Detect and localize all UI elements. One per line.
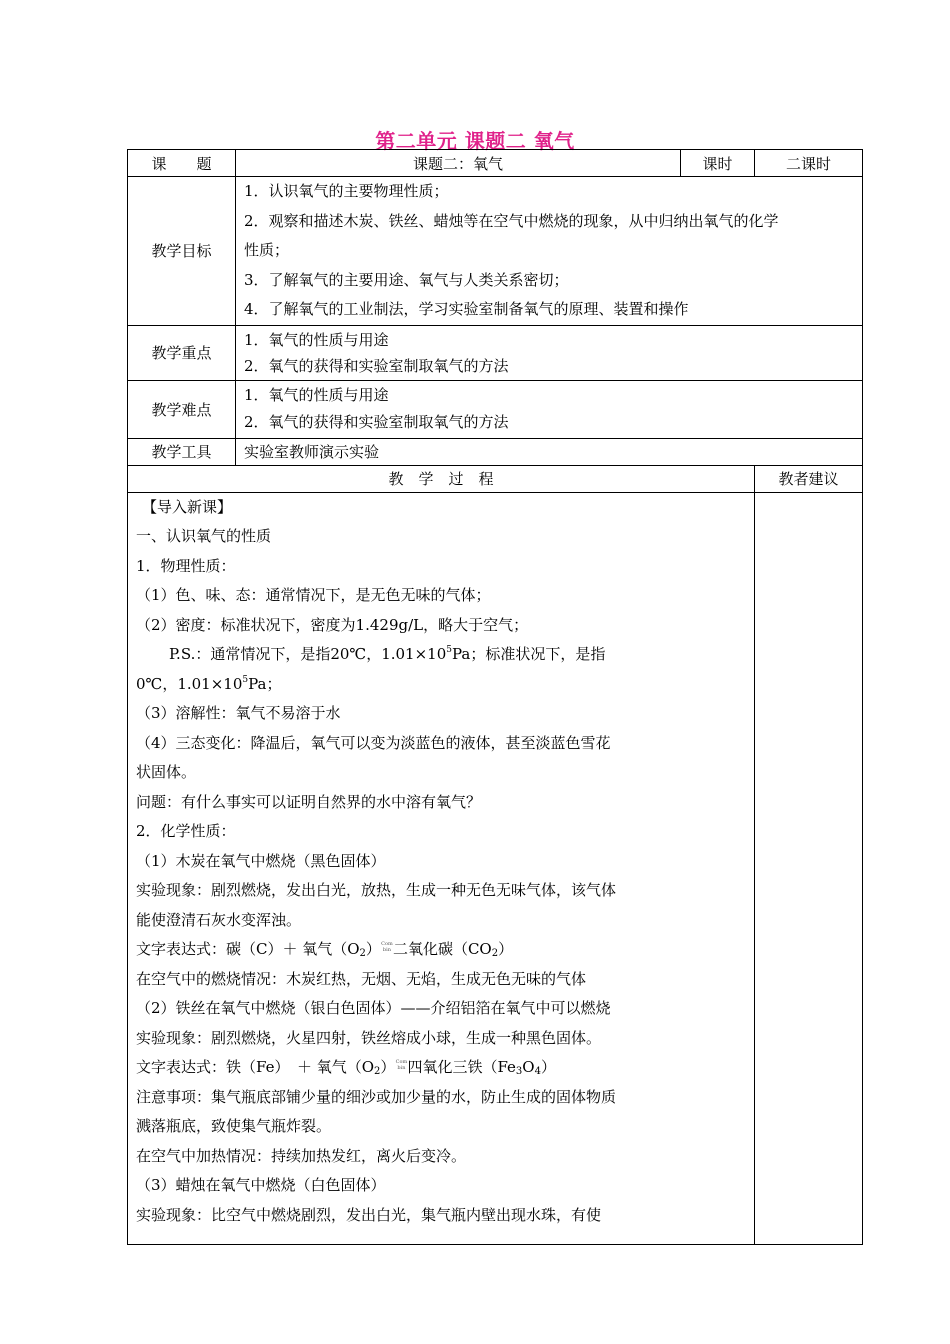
subscript: 3 <box>515 1066 523 1077</box>
process-line <box>128 670 754 700</box>
advice-heading: 教者建议 <box>755 465 863 492</box>
process-line: （1）木炭在氧气中燃烧（黑色固体） <box>136 851 386 870</box>
process-text: 文字表达式：铁（Fe） ＋ 氧气（O <box>136 1058 375 1076</box>
process-line: （1）色、味、态：通常情况下，是无色无味的气体； <box>136 586 491 604</box>
subscript: 4 <box>534 1066 541 1077</box>
goals-row <box>128 177 863 326</box>
process-line: 实验现象：剧烈燃烧，发出白光，放热，生成一种无色无味气体，该气体 <box>136 881 617 899</box>
process-text: 二氧化碳（CO <box>392 940 492 958</box>
word-equation-iron <box>128 1053 754 1083</box>
difficulty-line: 2．氧气的获得和实验室制取氧气的方法 <box>244 413 509 431</box>
process-text: ） <box>540 1058 556 1076</box>
page-title: 第二单元 课题二 氧气 <box>375 129 575 153</box>
process-text: ） <box>365 940 381 958</box>
condition-text: bin <box>397 1065 406 1071</box>
process-text: 四氧化三铁（Fe <box>407 1058 516 1076</box>
condition-text: Com <box>381 941 393 947</box>
process-line: 在空气中的燃烧情况：木炭红热，无烟、无焰，生成无色无味的气体 <box>136 969 587 988</box>
process-text: P.S.：通常情况下，是指20℃，1.01×10 <box>169 645 447 663</box>
goals-label: 教学目标 <box>128 177 236 326</box>
subscript: 2 <box>359 948 366 959</box>
hours-label: 课时 <box>681 150 755 177</box>
process-line: 2．化学性质： <box>136 822 236 840</box>
difficulties-row <box>128 380 863 438</box>
process-text: 文字表达式：碳（C）＋ 氧气（O <box>136 940 360 958</box>
process-line: 问题：有什么事实可以证明自然界的水中溶有氧气？ <box>136 792 482 811</box>
process-text: 0℃，1.01×10 <box>136 674 243 693</box>
process-line: （2）密度：标准状况下，密度为1.429g/L，略大于空气； <box>136 615 529 634</box>
difficulties-content <box>236 380 863 438</box>
process-text: ） <box>498 940 514 958</box>
tools-content: 实验室教师演示实验 <box>236 438 863 465</box>
goal-line: 4．了解氧气的工业制法，学习实验室制备氧气的原理、装置和操作 <box>244 300 689 318</box>
condition-text: Com <box>395 1059 408 1065</box>
key-point-line: 1．氧气的性质与用途 <box>244 330 389 349</box>
process-line: 【导入新课】 <box>142 497 233 516</box>
exponent: 5 <box>242 674 249 685</box>
process-line: 溅落瓶底，致使集气瓶炸裂。 <box>136 1117 332 1135</box>
hours-value: 二课时 <box>755 150 863 177</box>
process-line: 实验现象：剧烈燃烧，火星四射，铁丝熔成小球，生成一种黑色固体。 <box>136 1028 602 1047</box>
difficulties-label: 教学难点 <box>128 380 236 438</box>
process-line: 状固体。 <box>136 763 197 781</box>
process-line: 1．物理性质： <box>136 556 236 575</box>
process-line: （3）溶解性：氧气不易溶于水 <box>136 704 341 722</box>
process-content <box>128 492 755 1244</box>
process-line <box>128 640 754 670</box>
process-row <box>128 492 863 1244</box>
process-line: 在空气中加热情况：持续加热发红，离火后变冷。 <box>136 1146 467 1165</box>
lesson-plan-table <box>127 149 863 1245</box>
process-line: 注意事项：集气瓶底部铺少量的细沙或加少量的水，防止生成的固体物质 <box>136 1087 617 1106</box>
process-text: O <box>522 1058 535 1076</box>
difficulty-line: 1．氧气的性质与用途 <box>244 386 389 404</box>
advice-content <box>755 492 863 1244</box>
goal-line: 1．认识氧气的主要物理性质； <box>244 182 449 200</box>
process-line: 能使澄清石灰水变浑浊。 <box>136 910 302 929</box>
process-line: 一、认识氧气的性质 <box>136 527 272 545</box>
goals-content <box>236 177 863 326</box>
word-equation-carbon <box>128 935 754 965</box>
key-points-row <box>128 325 863 380</box>
tools-label: 教学工具 <box>128 438 236 465</box>
process-text: Pa；标准状况下，是指 <box>452 645 606 663</box>
reaction-condition <box>395 1059 407 1071</box>
topic-label: 课 题 <box>128 150 236 177</box>
topic-value: 课题二：氧气 <box>236 150 681 177</box>
process-header-row <box>128 465 863 492</box>
goal-line: 2．观察和描述木炭、铁丝、蜡烛等在空气中燃烧的现象，从中归纳出氧气的化学 <box>244 211 779 230</box>
key-point-line: 2．氧气的获得和实验室制取氧气的方法 <box>244 356 509 375</box>
process-line: （2）铁丝在氧气中燃烧（银白色固体）——介绍铝箔在氧气中可以燃烧 <box>136 999 611 1017</box>
process-line: （3）蜡烛在氧气中燃烧（白色固体） <box>136 1176 386 1194</box>
process-text: Pa； <box>248 674 282 693</box>
tools-row <box>128 438 863 465</box>
reaction-condition <box>381 941 393 953</box>
subscript: 2 <box>491 948 499 959</box>
condition-text: bin <box>382 947 391 953</box>
process-heading: 教 学 过 程 <box>128 465 755 492</box>
topic-row <box>128 150 863 177</box>
process-line: （4）三态变化：降温后，氧气可以变为淡蓝色的液体，甚至淡蓝色雪花 <box>136 733 611 752</box>
subscript: 2 <box>374 1066 381 1077</box>
goal-line: 性质； <box>244 241 290 259</box>
key-points-content <box>236 325 863 380</box>
process-text: ） <box>380 1058 396 1076</box>
exponent: 5 <box>446 645 452 655</box>
process-line: 实验现象：比空气中燃烧剧烈，发出白光，集气瓶内壁出现水珠，有使 <box>136 1205 602 1224</box>
goal-line: 3．了解氧气的主要用途、氧气与人类关系密切； <box>244 270 569 289</box>
key-points-label: 教学重点 <box>128 325 236 380</box>
